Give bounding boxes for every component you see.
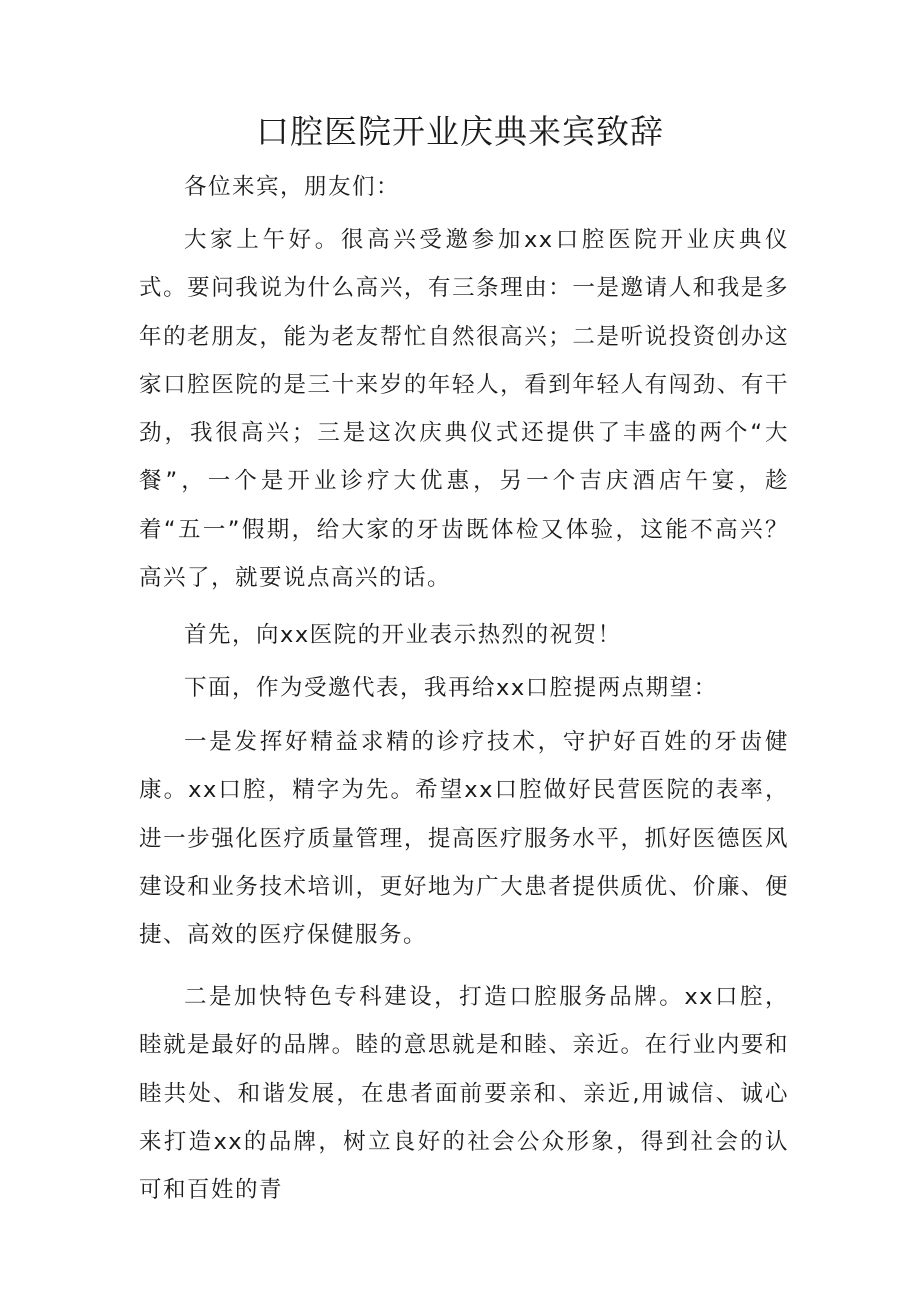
paragraph-expectations-intro: 下面，作为受邀代表，我再给xx口腔提两点期望：	[184, 675, 718, 701]
paragraph-greeting: 大家上午好。很高兴受邀参加xx口腔医院开业庆典仪式。要问我说为什么高兴，有三条理由：一是邀请人和我是多年的老朋友，能为老友帮忙自然很高兴；二是听说投资创办这家口腔医院的是三十来岁的年轻人，看到年轻人有闯劲、有干劲，我很高兴；三是这次庆典仪式还提供了丰盛的两个“大餐”，一个是开业诊疗大优惠，另一个吉庆酒店午宴，趁着“五一”假期，给大家的牙齿既体检又体验，这能不高兴？高兴了，就要说点高兴的话。	[139, 227, 789, 592]
document-title: 口腔医院开业庆典来宾致辞	[256, 112, 664, 151]
paragraph-expectation-one: 一是发挥好精益求精的诊疗技术，守护好百姓的牙齿健康。xx口腔，精字为先。希望xx口腔做好民营医院的表率，进一步强化医疗质量管理，提高医疗服务水平，抓好医德医风建设和业务技术培训，更好地为广大患者提供质优、价廉、便捷、高效的医疗保健服务。	[139, 729, 789, 949]
paragraph-expectation-two: 二是加快特色专科建设，打造口腔服务品牌。xx口腔，睦就是最好的品牌。睦的意思就是和睦、亲近。在行业内要和睦共处、和谐发展，在患者面前要亲和、亲近,用诚信、诚心来打造xx的品牌，树立良好的社会公众形象，得到社会的认可和百姓的青	[139, 984, 789, 1204]
salutation: 各位来宾，朋友们：	[184, 174, 401, 200]
paragraph-congratulation: 首先，向xx医院的开业表示热烈的祝贺！	[184, 622, 622, 648]
